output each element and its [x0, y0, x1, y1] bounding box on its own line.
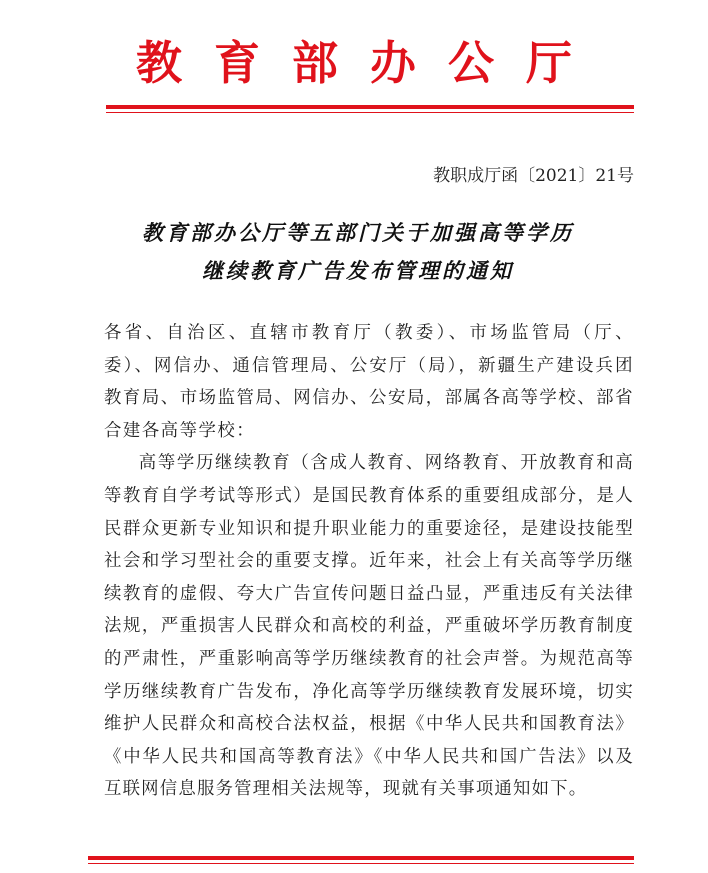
document-number: 教职成厅函〔2021〕21号	[433, 166, 634, 186]
masthead-divider-thin	[106, 112, 634, 113]
document-title	[100, 214, 616, 290]
addressee-paragraph: 各省、自治区、直辖市教育厅（教委）、市场监管局（厅、委）、网信办、通信管理局、公安厅（局），新疆生产建设兵团教育局、市场监管局、网信办、公安局，部属各高等学校、部省合建各高等学校：	[104, 323, 634, 441]
title-line-1: 教育部办公厅等五部门关于加强高等学历	[142, 220, 574, 245]
title-line-2: 继续教育广告发布管理的通知	[202, 258, 514, 283]
issuer-masthead: 教育部办公厅	[136, 36, 604, 90]
masthead-divider-thick	[106, 105, 634, 109]
footer-divider-thick	[88, 856, 634, 860]
footer-divider-thin	[88, 863, 634, 864]
body-paragraph-1: 高等学历继续教育（含成人教育、网络教育、开放教育和高等教育自学考试等形式）是国民教育体系的重要组成部分，是人民群众更新专业知识和提升职业能力的重要途径，是建设技能型社会和学习型社会的重要支撑。近年来，社会上有关高等学历继续教育的虚假、夸大广告宣传问题日益凸显，严重违反有关法律法规，严重损害人民群众和高校的利益，严重破坏学历教育制度的严肃性，严重影响高等学历继续教育的社会声誉。为规范高等学历继续教育广告发布，净化高等学历继续教育发展环境，切实维护人民群众和高校合法权益，根据《中华人民共和国教育法》《中华人民共和国高等教育法》《中华人民共和国广告法》以及互联网信息服务管理相关法规等，现就有关事项通知如下。	[104, 453, 634, 800]
document-body	[104, 317, 634, 806]
